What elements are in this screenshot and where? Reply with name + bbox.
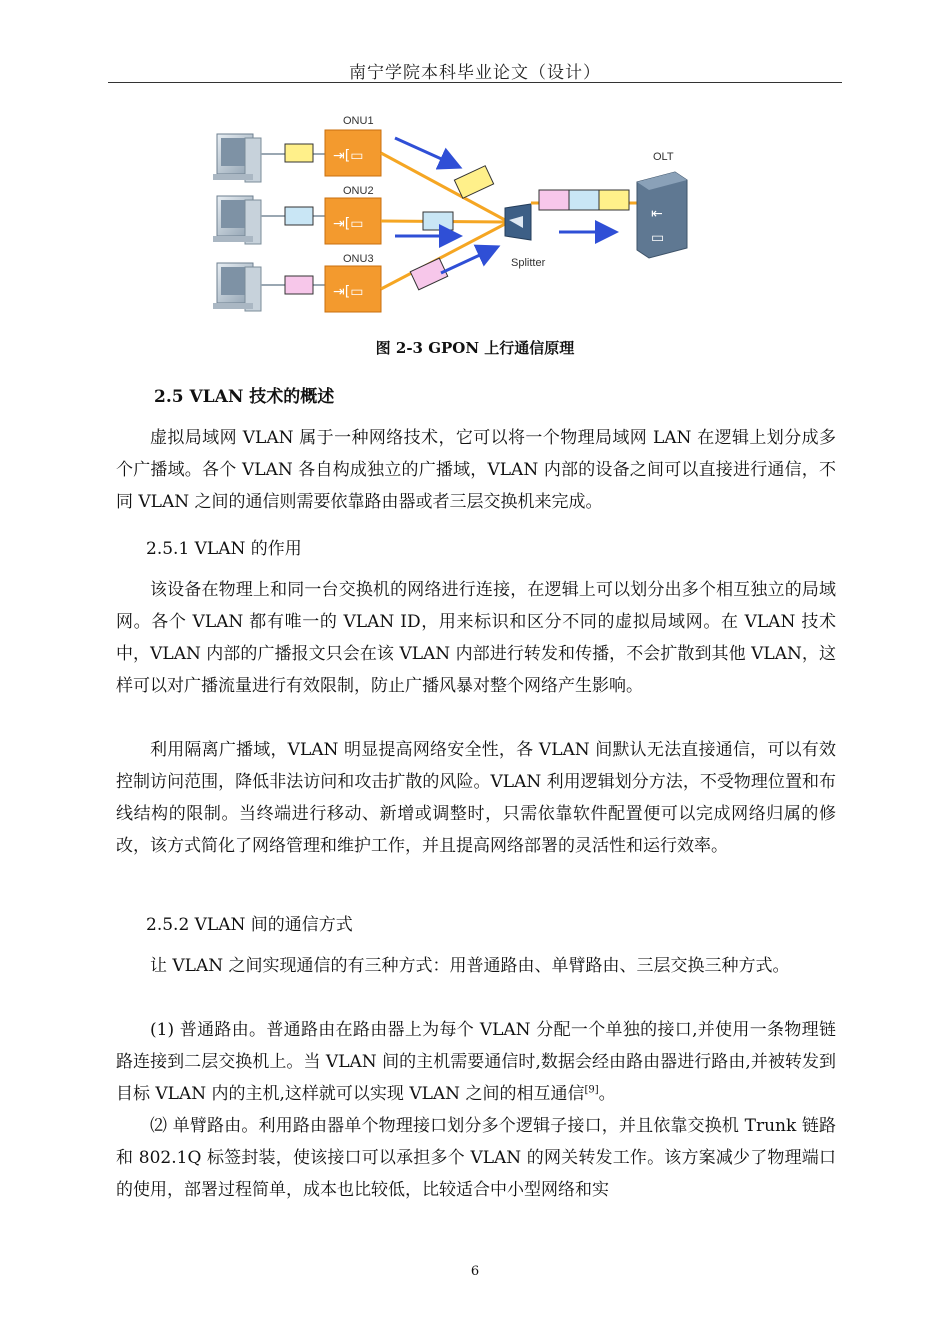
onu3-label: ONU3 [343, 253, 374, 265]
onu1-device [325, 130, 381, 176]
normal-routing-end: 。 [598, 1084, 616, 1104]
svg-text:⇤: ⇤ [651, 206, 663, 222]
packet-pink [285, 276, 313, 294]
subsection-heading-2-5-1: 2.5.1 VLAN 的作用 [146, 539, 302, 559]
svg-text:⇥[▭: ⇥[▭ [333, 216, 364, 232]
packet-yellow [285, 144, 313, 162]
packet-blue [285, 207, 313, 225]
section-heading: 2.5 VLAN 技术的概述 [154, 387, 335, 407]
computer-icon-1 [213, 134, 261, 182]
arrow-icon [395, 138, 457, 166]
olt-label: OLT [653, 151, 674, 163]
page-number: 6 [470, 1264, 480, 1279]
header-rule [108, 82, 842, 83]
vlan-role-paragraph-1: 该设备在物理上和同一台交换机的网络进行连接，在逻辑上可以划分出多个相互独立的局域网。各个 VLAN 都有唯一的 VLAN ID，用来标识和区分不同的虚拟局域网。在 VLAN 技术中，VLAN 内部的广播报文只会在该 VLAN 内部进行转发和传播，不会扩散到其他 VLAN，这样可以对广播流量进行有效限制，防止广播风暴对整个网络产生影响。 [116, 580, 836, 696]
packet-yellow-trunk [599, 190, 629, 210]
packet-yellow-fiber [454, 166, 493, 198]
computer-icon-2 [213, 196, 261, 244]
normal-routing-text: (1) 普通路由。普通路由在路由器上为每个 VLAN 分配一个单独的接口,并使用一条物理链路连接到二层交换机上。当 VLAN 间的主机需要通信时,数据会经由路由器进行路由,并被转发到目标 VLAN 内的主机,这样就可以实现 VLAN 之间的相互通信 [116, 1020, 836, 1104]
svg-text:⇥[▭: ⇥[▭ [333, 284, 364, 300]
computer-icon-3 [213, 263, 261, 311]
packet-blue-fiber [423, 212, 453, 230]
normal-routing-paragraph [116, 1014, 836, 1110]
svg-text:⇥[▭: ⇥[▭ [333, 148, 364, 164]
svg-text:▭: ▭ [651, 230, 665, 246]
onu1-label: ONU1 [343, 115, 374, 127]
olt-device [637, 172, 687, 258]
gpon-upstream-figure [205, 108, 695, 326]
section-intro-paragraph: 虚拟局域网 VLAN 属于一种网络技术，它可以将一个物理局域网 LAN 在逻辑上划分成多个广播域。各个 VLAN 各自构成独立的广播域，VLAN 内部的设备之间可以直接进行通信，不同 VLAN 之间的通信则需要依靠路由器或者三层交换机来完成。 [116, 428, 836, 512]
vlan-role-paragraph-2: 利用隔离广播域，VLAN 明显提高网络安全性，各 VLAN 间默认无法直接通信，可以有效控制访问范围，降低非法访问和攻击扩散的风险。VLAN 利用逻辑划分方法，不受物理位置和布线结构的限制。当终端进行移动、新增或调整时，只需依靠软件配置便可以完成网络归属的修改，该方式简化了网络管理和维护工作，并且提高网络部署的灵活性和运行效率。 [116, 740, 836, 856]
running-header: 南宁学院本科毕业论文（设计） [349, 63, 601, 83]
figure-caption: 图 2-3 GPON 上行通信原理 [375, 339, 575, 357]
splitter-label: Splitter [511, 257, 546, 269]
splitter-device [505, 204, 531, 240]
inter-vlan-paragraph-1: 让 VLAN 之间实现通信的有三种方式：用普通路由、单臂路由、三层交换三种方式。 [150, 956, 790, 976]
citation-ref: [9] [584, 1084, 599, 1096]
packet-blue-trunk [569, 190, 599, 210]
router-on-stick-paragraph: ⑵ 单臂路由。利用路由器单个物理接口划分多个逻辑子接口，并且依靠交换机 Trunk 链路和 802.1Q 标签封装，使该接口可以承担多个 VLAN 的网关转发工作。该方案减少了物理端口的使用，部署过程简单，成本也比较低，比较适合中小型网络和实 [116, 1116, 836, 1200]
onu2-device [325, 198, 381, 244]
subsection-heading-2-5-2: 2.5.2 VLAN 间的通信方式 [146, 915, 353, 935]
gpon-diagram [205, 108, 695, 326]
onu3-device [325, 266, 381, 312]
onu2-label: ONU2 [343, 185, 374, 197]
packet-pink-trunk [539, 190, 569, 210]
